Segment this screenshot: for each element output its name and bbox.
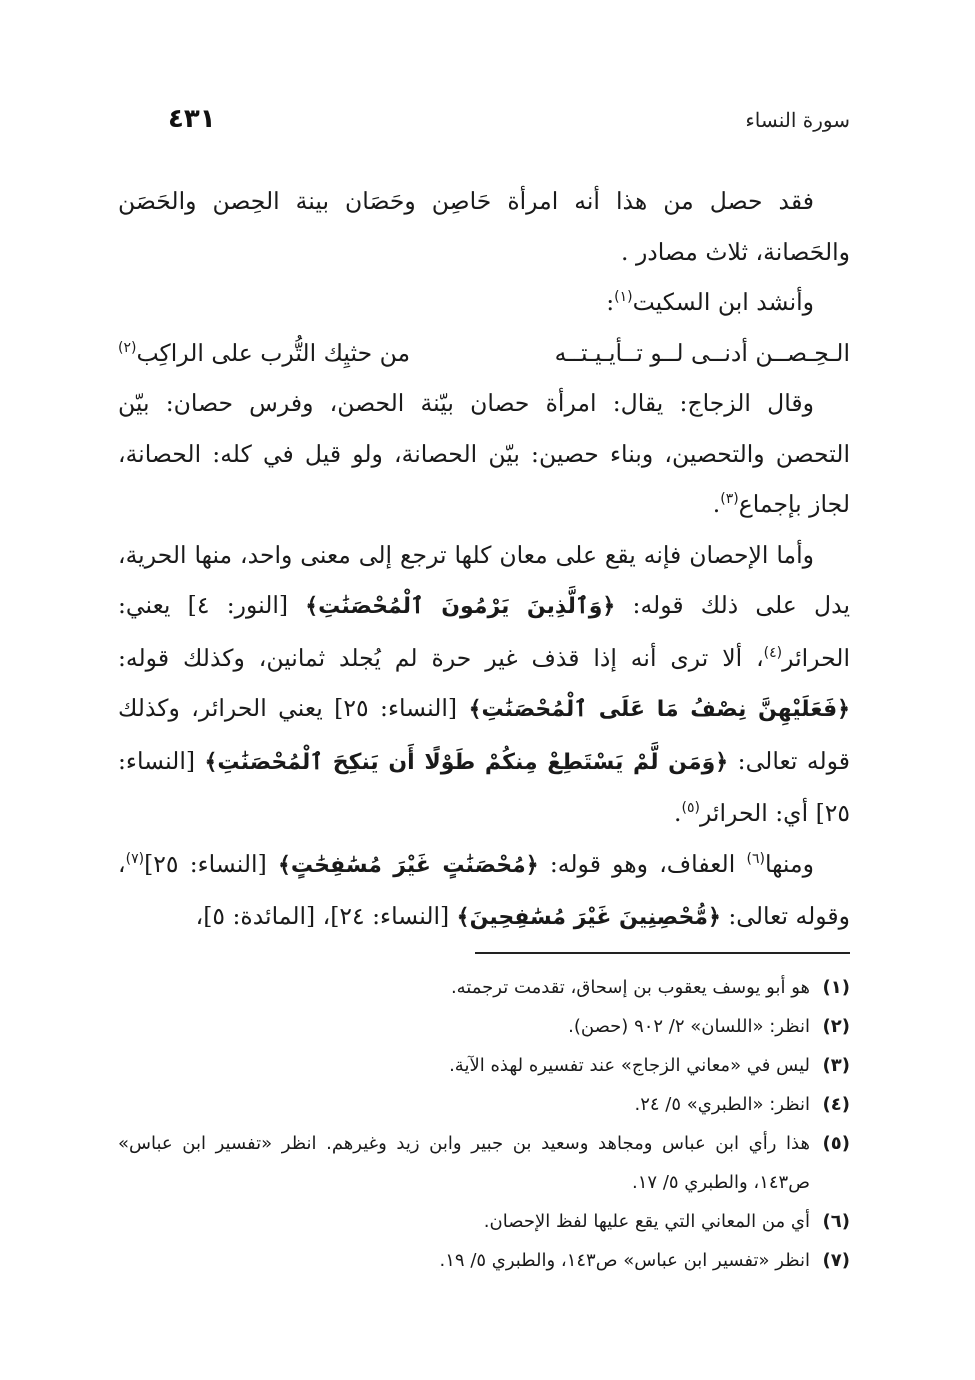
paragraph-5-part-d: ، وقوله تعالى: [118, 849, 850, 930]
footnote-number: (٧) [822, 1250, 850, 1271]
footnote-ref-3[interactable]: (٣) [720, 491, 739, 508]
paragraph-5-part-e: [النساء: ٢٤]، [المائدة: ٥]، [195, 902, 450, 930]
paragraph-3 [118, 378, 850, 530]
footnote-item [118, 1007, 850, 1046]
footnote-number: (٢) [822, 1016, 850, 1037]
poem-verse [118, 328, 850, 379]
paragraph-3-text: وقال الزجاج: يقال: امرأة حصان بيّنة الحصن، وفرس حصان: بيّن التحصن والتحصين، وبناء حصين: بيّن الحصانة، ولو قيل في كله: الحصانة، لجاز بإجماع [118, 389, 850, 518]
quran-quote-3: ﴿وَمَن لَّمْ يَسْتَطِعْ مِنكُمْ طَوْلًا أَن يَنكِحَ ٱلْمُحْصَنَٰتِ﴾ [204, 749, 729, 775]
footnote-number: (٥) [822, 1133, 850, 1154]
paragraph-4-part-e: [النساء: ٢٥] أي: الحرائر [118, 746, 850, 827]
footnote-number: (٤) [822, 1094, 850, 1115]
footnote-item [118, 1085, 850, 1124]
poem-hemistich-first: الـحِـصــن أدنــى لــو تــأيـيـتــه [554, 338, 850, 367]
footnote-number: (٦) [822, 1211, 850, 1232]
footnote-ref-6[interactable]: (٦) [746, 850, 765, 867]
paragraph-4-part-c: ، ألا ترى أنه إذا قذف غير حرة لم يُجلد ثمانين، وكذلك قوله: [118, 643, 764, 672]
footnotes [118, 968, 850, 1280]
paragraph-4 [118, 530, 850, 839]
page-header [168, 104, 850, 144]
page-number: ٤٣١ [168, 104, 216, 134]
paragraph-1: فقد حصل من هذا أنه امرأة حَاصِن وحَصَان بينة الحِصن والحَصَن والحَصانة، ثلاث مصادر . [118, 187, 850, 266]
paragraph-4-end: . [673, 799, 682, 827]
footnote-ref-4[interactable]: (٤) [763, 644, 783, 661]
footnote-ref-7[interactable]: (٧) [125, 850, 145, 867]
paragraph-5-part-c: [النساء: ٢٥] [144, 849, 267, 878]
paragraph-4-part-a: وأما الإحصان فإنه يقع على معان كلها ترجع إلى معنى واحد، منها الحرية، يدل على ذلك قوله: [118, 540, 850, 619]
quran-quote-1: ﴿وَٱلَّذِينَ يَرْمُونَ ٱلْمُحْصَنَٰتِ﴾ [305, 594, 616, 619]
paragraph-5-part-b: العفاف، وهو قوله: [549, 849, 736, 878]
footnote-text: انظر «تفسير ابن عباس» ص١٤٣، والطبري ٥/ ١٩. [439, 1250, 810, 1271]
paragraph-3-end: . [712, 490, 721, 518]
paragraph-2-end: : [606, 288, 615, 316]
footnote-text: أي من المعاني التي يقع عليها لفظ الإحصان. [483, 1211, 810, 1232]
poem-hemistich-second: من حثيِك التُّرب على الراكِب [136, 338, 411, 367]
paragraph-5 [118, 839, 850, 944]
poem-hemistich-second-wrap [118, 328, 410, 379]
footnote-ref-1[interactable]: (١) [614, 289, 633, 306]
quran-quote-5: ﴿مُّحْصِنِينَ غَيْرَ مُسَٰفِحِينَ﴾ [456, 905, 721, 930]
footnote-text: هو أبو يوسف يعقوب بن إسحاق، تقدمت ترجمته. [450, 977, 810, 998]
footnote-text: انظر: «اللسان» ٢/ ٩٠٢ (حصن). [568, 1016, 810, 1037]
paragraph-2 [118, 277, 850, 328]
main-text [118, 176, 850, 944]
paragraph-4-part-d: [النساء: ٢٥] يعني الحرائر، وكذلك قوله تعالى: [118, 694, 850, 775]
footnote-divider [475, 952, 850, 954]
quran-quote-2: ﴿فَعَلَيْهِنَّ نِصْفُ مَا عَلَى ٱلْمُحْصَنَٰتِ﴾ [468, 697, 850, 722]
paragraph-4-part-b: [النور: ٤] يعني: الحرائر [118, 591, 850, 672]
footnote-item [118, 1124, 850, 1202]
paragraph-2-text: وأنشد ابن السكيت [632, 288, 814, 316]
footnote-ref-5[interactable]: (٥) [681, 800, 700, 817]
footnote-item [118, 1241, 850, 1280]
paragraph-5-part-a: ومنها [764, 849, 814, 878]
footnote-number: (٣) [822, 1055, 850, 1076]
footnote-item [118, 1046, 850, 1085]
footnote-ref-2[interactable]: (٢) [118, 339, 137, 356]
quran-quote-4: ﴿مُحْصَنَٰتٍ غَيْرَ مُسَٰفِحَٰتٍ﴾ [277, 852, 539, 878]
running-head-surah: سورة النساء [745, 108, 850, 132]
footnote-item [118, 968, 850, 1007]
footnote-number: (١) [822, 977, 850, 998]
footnote-item [118, 1202, 850, 1241]
footnote-text: ليس في «معاني الزجاج» عند تفسيره لهذه الآية. [449, 1055, 810, 1076]
footnote-text: انظر: «الطبري» ٥/ ٢٤. [634, 1094, 810, 1115]
footnote-text: هذا رأي ابن عباس ومجاهد وسعيد بن جبير وابن زيد وغيرهم. انظر «تفسير ابن عباس» ص١٤٣، والطبري ٥/ ١٧. [118, 1133, 810, 1193]
